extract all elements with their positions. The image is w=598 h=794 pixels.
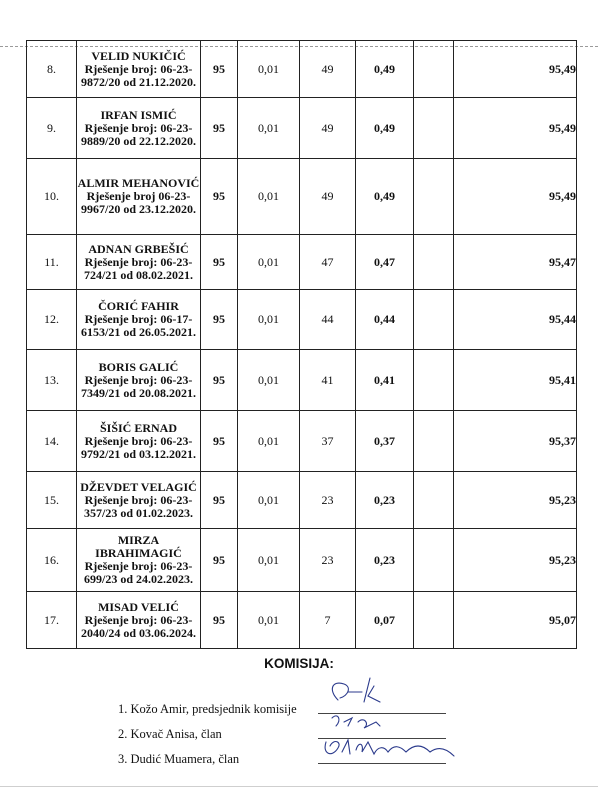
days-count: 49 [300,159,356,235]
extra-points: 0,49 [356,41,414,98]
total-points: 95,37 [454,411,577,472]
handwritten-signatures [318,672,478,772]
base-points: 95 [201,592,238,649]
extra-points: 0,23 [356,529,414,592]
base-points: 95 [201,98,238,159]
factor-value: 0,01 [238,235,300,290]
empty-cell [414,41,454,98]
table-row [27,235,577,290]
extra-points: 0,47 [356,235,414,290]
base-points: 95 [201,472,238,529]
employee-name-decision: VELID NUKIČIĆ Rješenje broj: 06-23-9872/20 od 21.12.2020. [77,41,201,98]
base-points: 95 [201,529,238,592]
row-number: 16. [27,529,77,592]
base-points: 95 [201,235,238,290]
row-number: 17. [27,592,77,649]
row-number: 8. [27,41,77,98]
total-points: 95,49 [454,98,577,159]
days-count: 41 [300,350,356,411]
table-row [27,98,577,159]
factor-value: 0,01 [238,350,300,411]
employee-name-decision: IRFAN ISMIĆ Rješenje broj: 06-23-9889/20 od 22.12.2020. [77,98,201,159]
commission-member-1: 1. Kožo Amir, predsjednik komisije [118,702,297,716]
row-number: 15. [27,472,77,529]
empty-cell [414,235,454,290]
total-points: 95,41 [454,350,577,411]
total-points: 95,49 [454,159,577,235]
empty-cell [414,159,454,235]
extra-points: 0,49 [356,159,414,235]
empty-cell [414,98,454,159]
extra-points: 0,23 [356,472,414,529]
base-points: 95 [201,41,238,98]
bottom-rule [0,786,598,787]
row-number: 12. [27,290,77,350]
factor-value: 0,01 [238,41,300,98]
days-count: 23 [300,529,356,592]
table-row [27,529,577,592]
factor-value: 0,01 [238,159,300,235]
factor-value: 0,01 [238,98,300,159]
employee-name-decision: ADNAN GRBEŠIĆ Rješenje broj: 06-23-724/21 od 08.02.2021. [77,235,201,290]
empty-cell [414,529,454,592]
empty-cell [414,290,454,350]
days-count: 44 [300,290,356,350]
commission-member-2: 2. Kovač Anisa, član [118,727,222,741]
table-row [27,41,577,98]
table-row [27,592,577,649]
employee-name-decision: MIRZA IBRAHIMAGIĆ Rješenje broj: 06-23-699/23 od 24.02.2023. [77,529,201,592]
employee-name-decision: ČORIĆ FAHIR Rješenje broj: 06-17-6153/21 od 26.05.2021. [77,290,201,350]
base-points: 95 [201,290,238,350]
base-points: 95 [201,350,238,411]
employee-name-decision: DŽEVDET VELAGIĆ Rješenje broj: 06-23-357/23 od 01.02.2023. [77,472,201,529]
total-points: 95,49 [454,41,577,98]
days-count: 49 [300,41,356,98]
factor-value: 0,01 [238,472,300,529]
table-row [27,411,577,472]
extra-points: 0,49 [356,98,414,159]
total-points: 95,23 [454,472,577,529]
base-points: 95 [201,159,238,235]
employee-name-decision: ŠIŠIĆ ERNAD Rješenje broj: 06-23-9792/21 od 03.12.2021. [77,411,201,472]
factor-value: 0,01 [238,290,300,350]
row-number: 14. [27,411,77,472]
employee-name-decision: BORIS GALIĆ Rješenje broj: 06-23-7349/21 od 20.08.2021. [77,350,201,411]
commission-title: KOMISIJA: [264,656,334,671]
extra-points: 0,41 [356,350,414,411]
employee-name-decision: ALMIR MEHANOVIĆ Rješenje broj 06-23-9967/20 od 23.12.2020. [77,159,201,235]
days-count: 37 [300,411,356,472]
empty-cell [414,411,454,472]
days-count: 23 [300,472,356,529]
days-count: 7 [300,592,356,649]
row-number: 10. [27,159,77,235]
extra-points: 0,07 [356,592,414,649]
empty-cell [414,350,454,411]
factor-value: 0,01 [238,529,300,592]
commission-member-3: 3. Dudić Muamera, član [118,752,240,766]
table-row [27,159,577,235]
empty-cell [414,472,454,529]
total-points: 95,47 [454,235,577,290]
row-number: 11. [27,235,77,290]
table-row [27,350,577,411]
empty-cell [414,592,454,649]
row-number: 13. [27,350,77,411]
table-row [27,472,577,529]
results-table [26,40,577,649]
table-row [27,290,577,350]
days-count: 49 [300,98,356,159]
extra-points: 0,44 [356,290,414,350]
total-points: 95,07 [454,592,577,649]
total-points: 95,23 [454,529,577,592]
results-table-body [27,41,577,649]
factor-value: 0,01 [238,592,300,649]
days-count: 47 [300,235,356,290]
total-points: 95,44 [454,290,577,350]
factor-value: 0,01 [238,411,300,472]
employee-name-decision: MISAD VELIĆ Rješenje broj: 06-23-2040/24 od 03.06.2024. [77,592,201,649]
row-number: 9. [27,98,77,159]
extra-points: 0,37 [356,411,414,472]
base-points: 95 [201,411,238,472]
